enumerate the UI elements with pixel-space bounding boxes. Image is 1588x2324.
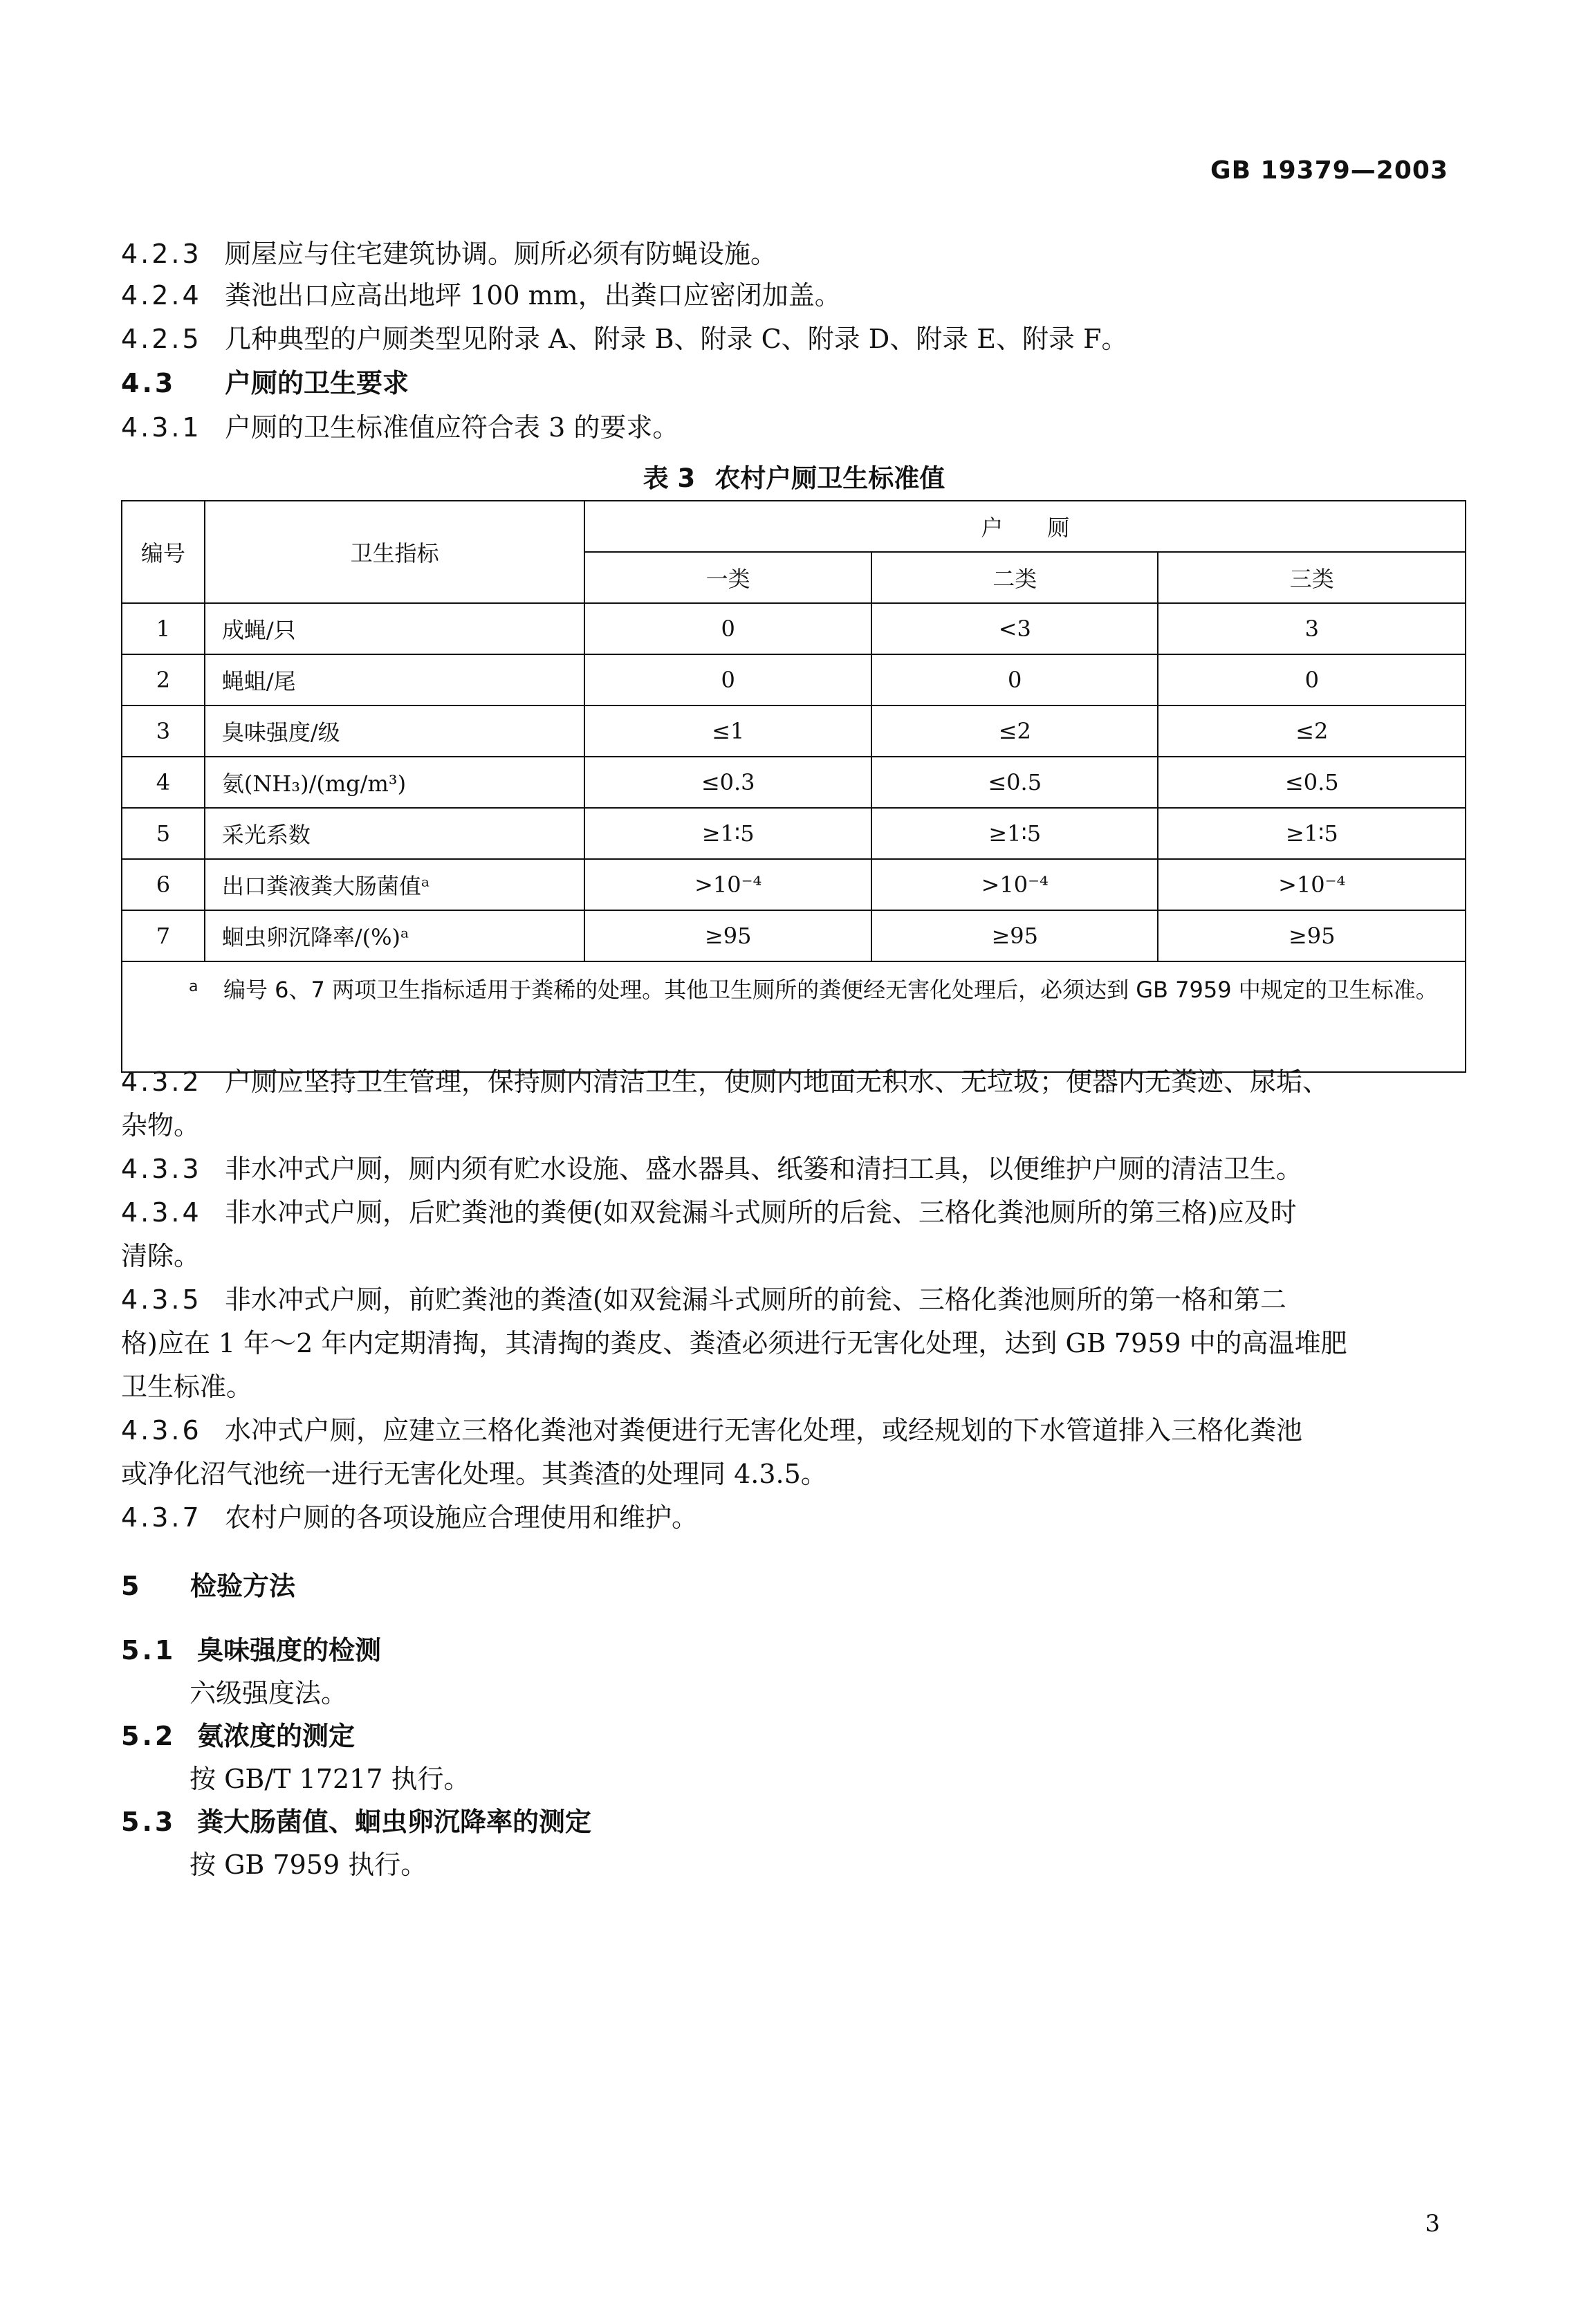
header-group: 户 厕 [584,501,1466,552]
row-class3: ≥1∶5 [1158,808,1466,859]
row-indicator: 氨(NH₃)/(mg/m³) [205,757,585,808]
table-note-row [122,961,1466,1072]
row-id: 5 [122,808,205,859]
clause-text: 水冲式户厕，应建立三格化粪池对粪便进行无害化处理，或经规划的下水管道排入三格化粪池 [225,1415,1303,1446]
section-5-1-body: 六级强度法。 [190,1678,348,1708]
table-row [122,706,1466,757]
header-class3: 三类 [1158,552,1466,603]
clause-text: 户厕的卫生标准值应符合表 3 的要求。 [225,412,679,443]
row-id: 7 [122,910,205,961]
section-number: 4.3 [121,368,176,398]
section-number: 5 [121,1571,142,1601]
table-row [122,808,1466,859]
clause-text: 几种典型的户厕类型见附录 A、附录 B、附录 C、附录 D、附录 E、附录 F。 [225,324,1128,354]
paragraph-4-3-4 [121,1197,1297,1228]
paragraph-4-3-5-cont: 格)应在 1 年～2 年内定期清掏，其清掏的粪皮、粪渣必须进行无害化处理，达到 GB 7959 中的高温堆肥 [121,1328,1347,1358]
table-row [122,757,1466,808]
clause-number: 4.2.3 [121,239,202,269]
paragraph-4-3-6-cont: 或净化沼气池统一进行无害化处理。其粪渣的处理同 4.3.5。 [121,1459,827,1489]
row-indicator: 蝇蛆/尾 [205,654,585,706]
clause-text: 粪池出口应高出地坪 100 mm，出粪口应密闭加盖。 [225,280,841,311]
row-class2: 0 [871,654,1158,706]
section-title: 氨浓度的测定 [197,1721,356,1751]
clause-text: 农村户厕的各项设施应合理使用和维护。 [225,1502,699,1533]
section-heading-5-1 [121,1634,381,1666]
row-class1: ≥1∶5 [584,808,871,859]
row-class2: ≥1∶5 [871,808,1158,859]
header-class2: 二类 [871,552,1158,603]
row-class2: ≥95 [871,910,1158,961]
section-heading-4-3 [121,367,409,399]
table-caption [0,457,1588,495]
section-title: 粪大肠菌值、蛔虫卵沉降率的测定 [197,1807,592,1837]
header-id: 编号 [122,501,205,603]
clause-text: 厕屋应与住宅建筑协调。厕所必须有防蝇设施。 [225,239,777,269]
row-class2: ≤2 [871,706,1158,757]
footnote-text: 编号 6、7 两项卫生指标适用于粪稀的处理。其他卫生厕所的粪便经无害化处理后，必须达到 GB 7959 中规定的卫生标准。 [223,977,1438,1003]
footnote-mark: a [189,978,198,995]
paragraph-4-3-7 [121,1502,698,1533]
clause-number: 4.3.5 [121,1284,202,1315]
row-indicator: 臭味强度/级 [205,706,585,757]
section-number: 5.1 [121,1635,176,1666]
row-class1: 0 [584,654,871,706]
section-number: 5.2 [121,1721,176,1751]
clause-number: 4.3.7 [121,1502,202,1533]
row-class2: >10⁻⁴ [871,859,1158,910]
paragraph-4-3-6 [121,1414,1302,1446]
document-id: GB 19379—2003 [1210,156,1448,185]
table-footnote [122,961,1466,1072]
clause-number: 4.3.6 [121,1415,202,1446]
clause-text: 非水冲式户厕，后贮粪池的粪便(如双瓮漏斗式厕所的后瓮、三格化粪池厕所的第三格)应及时 [225,1197,1297,1228]
row-id: 3 [122,706,205,757]
header-indicator: 卫生指标 [205,501,585,603]
row-class2: ≤0.5 [871,757,1158,808]
paragraph-4-3-2-cont: 杂物。 [121,1110,201,1141]
row-class3: 3 [1158,603,1466,654]
row-class1: >10⁻⁴ [584,859,871,910]
row-id: 6 [122,859,205,910]
table-number: 表 3 [643,463,696,493]
row-class1: ≤0.3 [584,757,871,808]
row-class3: ≤2 [1158,706,1466,757]
table-title: 农村户厕卫生标准值 [714,463,945,493]
row-id: 2 [122,654,205,706]
row-class3: >10⁻⁴ [1158,859,1466,910]
row-class2: <3 [871,603,1158,654]
paragraph-4-3-5 [121,1284,1286,1316]
table-row [122,603,1466,654]
standards-table [121,500,1466,1073]
row-indicator: 采光系数 [205,808,585,859]
section-5-3-body: 按 GB 7959 执行。 [190,1850,427,1880]
clause-number: 4.3.3 [121,1154,202,1184]
row-class3: 0 [1158,654,1466,706]
paragraph-4-2-3 [121,238,777,270]
table-row [122,910,1466,961]
section-heading-5-2 [121,1720,355,1752]
paragraph-4-3-4-cont: 清除。 [121,1241,201,1271]
clause-text: 非水冲式户厕，前贮粪池的粪渣(如双瓮漏斗式厕所的前瓮、三格化粪池厕所的第一格和第二 [225,1284,1286,1315]
section-5-2-body: 按 GB/T 17217 执行。 [190,1764,470,1794]
clause-number: 4.3.1 [121,412,202,443]
row-indicator: 成蝇/只 [205,603,585,654]
clause-number: 4.3.4 [121,1197,202,1228]
header-class1: 一类 [584,552,871,603]
clause-text: 户厕应坚持卫生管理，保持厕内清洁卫生，使厕内地面无积水、无垃圾；便器内无粪迹、尿垢、 [225,1067,1329,1097]
table-row [122,859,1466,910]
row-indicator: 蛔虫卵沉降率/(%)ᵃ [205,910,585,961]
row-class1: 0 [584,603,871,654]
row-class3: ≤0.5 [1158,757,1466,808]
row-indicator: 出口粪液粪大肠菌值ᵃ [205,859,585,910]
paragraph-4-3-1 [121,412,678,443]
section-number: 5.3 [121,1807,176,1837]
paragraph-4-3-3 [121,1153,1302,1185]
row-class3: ≥95 [1158,910,1466,961]
row-id: 4 [122,757,205,808]
clause-text: 非水冲式户厕，厕内须有贮水设施、盛水器具、纸篓和清扫工具，以便维护户厕的清洁卫生。 [225,1154,1303,1184]
section-title: 户厕的卫生要求 [225,368,409,398]
paragraph-4-3-2 [121,1066,1329,1098]
table-row [122,654,1466,706]
paragraph-4-3-5-cont2: 卫生标准。 [121,1372,253,1402]
clause-number: 4.2.5 [121,324,202,354]
section-heading-5-3 [121,1806,591,1838]
clause-number: 4.3.2 [121,1067,202,1097]
clause-number: 4.2.4 [121,280,202,311]
row-class1: ≥95 [584,910,871,961]
row-id: 1 [122,603,205,654]
page-number: 3 [1425,2210,1440,2238]
paragraph-4-2-5 [121,323,1128,355]
row-class1: ≤1 [584,706,871,757]
paragraph-4-2-4 [121,279,841,311]
section-title: 臭味强度的检测 [197,1635,382,1666]
section-title: 检验方法 [190,1571,296,1601]
section-heading-5 [121,1570,295,1602]
